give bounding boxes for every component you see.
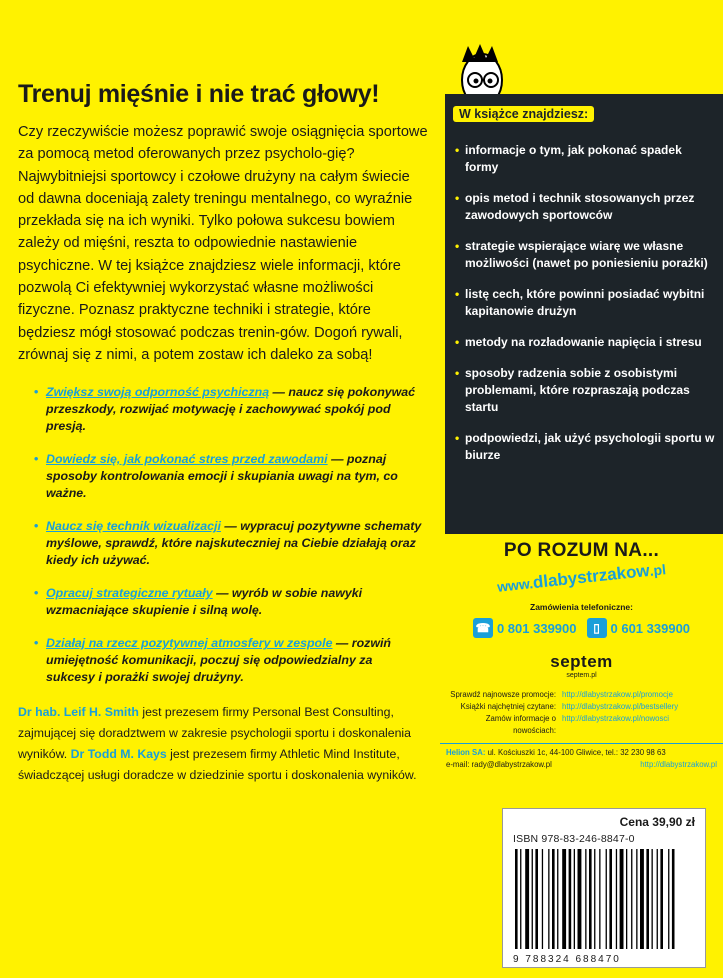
link-row: Zamów informacje o nowościach: http://dlabystrzakow.pl/nowosci [446, 713, 723, 737]
bullet-icon: • [34, 586, 39, 601]
bullet-icon: • [34, 519, 39, 534]
in-book-list [455, 142, 715, 478]
news-link[interactable]: http://dlabystrzakow.pl/nowosci [562, 714, 670, 723]
list-item: • opis metod i technik stosowanych przez zawodowych sportowców [455, 191, 695, 222]
bullet-icon: • [455, 335, 460, 349]
intro-text: Czy rzeczywiście możesz poprawić swoje osiągnięcia sportowe za pomocą metod oferowanych przez psycholo-gię? Najwybitniejsi sportowcy i czołowe drużyny na całym świecie od dawna doceniają zalety treningu mentalnego, co wyraźnie przekłada się na ich wyniki. Tylko połowa sukcesu bowiem zależy od mięśni, reszta to odpowiednie nastawienie psychiczne. W tej książce znajdziesz wiele informacji, które pozwolą Ci efektywniej wykorzystać własne możliwości fizyczne. Poznasz praktyczne techniki i strategie, które będziesz mógł stosować podczas trenin-gów. Dogoń rywali, zrównaj się z nimi, a potem zostaw ich daleko za sobą! [18, 124, 428, 363]
bullet-icon: • [34, 452, 39, 467]
publisher-info [440, 540, 723, 771]
list-item: • metody na rozładowanie napięcia i stresu [455, 335, 702, 349]
benefits-list [18, 384, 428, 686]
barcode-icon [513, 849, 693, 949]
list-item: • Działaj na rzecz pozytywnej atmosfery w zespole — rozwiń umiejętność komunikacji, poczuj się odpowiedzialny za sukcesy i porażki swojej drużyny. [34, 636, 391, 685]
bullet-icon: • [34, 385, 39, 400]
in-book-panel [445, 94, 723, 534]
bullet-icon: • [455, 287, 460, 301]
link-row: Książki najchętniej czytane: http://dlabystrzakow.pl/bestsellery [446, 701, 723, 713]
bullet-icon: • [455, 239, 460, 253]
list-item: • Opracuj strategiczne rytuały — wyrób w sobie nawyki wzmacniające skupienie i silną wolę. [34, 586, 363, 618]
bullet-icon: • [455, 191, 460, 205]
bestsellers-link[interactable]: http://dlabystrzakow.pl/bestsellery [562, 702, 679, 711]
in-book-label: W książce znajdziesz: [453, 106, 594, 122]
isbn: ISBN 978-83-246-8847-0 [513, 833, 635, 845]
list-item: • sposoby radzenia sobie z osobistymi problemami, które rozpraszają podczas startu [455, 366, 690, 414]
links-list [440, 689, 723, 737]
barcode-number: 9 788324 688470 [513, 954, 621, 965]
phones-row [440, 618, 723, 638]
bullet-icon: • [455, 431, 460, 445]
mobile-icon: ▯ [587, 618, 607, 638]
link-row: Sprawdź najnowsze promocje: http://dlabystrzakow.pl/promocje [446, 689, 723, 701]
barcode-box [502, 808, 706, 968]
mobile-phone[interactable]: ▯ 0 601 339900 [587, 618, 691, 638]
email-text[interactable]: e-mail: rady@dlabystrzakow.pl [446, 760, 552, 769]
authors-bio: Dr hab. Leif H. Smith jest prezesem firmy Personal Best Consulting, zajmującej się doradztwem w zakresie psychologii sportu i doskonalenia wyników. Dr Todd M. Kays jest prezesem firmy Athletic Mind Institute, świadczącej usługi doradcze w dziedzinie sportu i doskonalenia wyników. [18, 705, 417, 783]
bullet-icon: • [455, 366, 460, 380]
list-item: • strategie wspierające wiarę we własne możliwości (nawet po poniesieniu porażki) [455, 239, 708, 270]
list-item: • podpowiedzi, jak użyć psychologii sportu w biurze [455, 431, 715, 462]
list-item: • Dowiedz się, jak pokonać stres przed zawodami — poznaj sposoby kontrolowania emocji i skupiania uwagi na tym, co ważne. [34, 452, 398, 501]
phone-icon: ☎ [473, 618, 493, 638]
website-link[interactable]: http://dlabystrzakow.pl [640, 760, 717, 769]
septem-logo: septem septem.pl [550, 652, 613, 679]
list-item: • Naucz się technik wizualizacji — wypracuj pozytywne schematy myślowe, sprawdź, które najskuteczniej na Ciebie działają oraz kiedy ich używać. [34, 519, 422, 568]
main-column [18, 80, 428, 786]
list-item: • listę cech, które powinni posiadać wybitni kapitanowie drużyn [455, 287, 705, 318]
orders-label: Zamówienia telefoniczne: [530, 602, 633, 612]
helion-contact: Helion SA: ul. Kościuszki 1c, 44-100 Gliwice, tel.: 32 230 98 63 e-mail: rady@dlabystrzakow.pl http://dlabystrzakow.pl [440, 743, 723, 771]
list-item: • Zwiększ swoją odporność psychiczną — naucz się pokonywać przeszkody, rozwijać motywację i zachowywać spokój pod presją. [34, 385, 416, 434]
landline-phone[interactable]: ☎ 0 801 339900 [473, 618, 577, 638]
website-logo[interactable]: www.dlabystrzakow.pl [496, 560, 667, 595]
page-title: Trenuj mięśnie i nie trać głowy! [18, 80, 380, 108]
slogan: PO ROZUM NA... [503, 540, 660, 561]
bullet-icon: • [34, 636, 39, 651]
price: Cena 39,90 zł [619, 815, 695, 829]
promotions-link[interactable]: http://dlabystrzakow.pl/promocje [562, 690, 673, 699]
list-item: • informacje o tym, jak pokonać spadek formy [455, 143, 682, 174]
bullet-icon: • [455, 143, 460, 157]
